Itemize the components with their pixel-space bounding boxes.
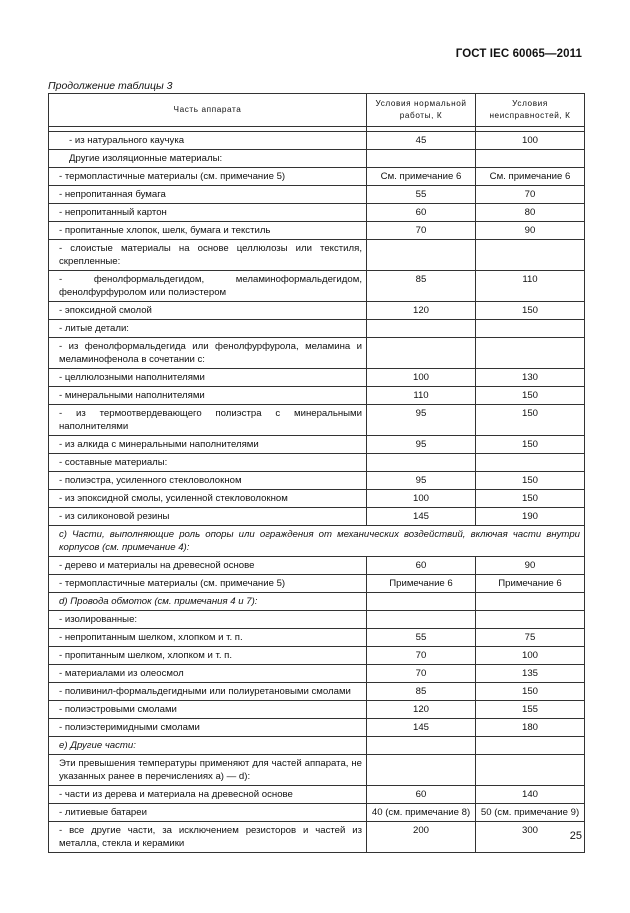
normal-value-cell: 200 xyxy=(367,822,476,853)
column-header-fault: Условия неисправностей, К xyxy=(476,94,585,127)
table-row xyxy=(49,222,585,240)
part-cell: d) Провода обмоток (см. примечания 4 и 7): xyxy=(49,593,367,611)
fault-value-cell: 150 xyxy=(476,472,585,490)
normal-value-cell xyxy=(367,240,476,271)
normal-value-cell: 70 xyxy=(367,222,476,240)
part-cell: - литиевые батареи xyxy=(49,804,367,822)
fault-value-cell xyxy=(476,338,585,369)
table-row xyxy=(49,683,585,701)
fault-value-cell xyxy=(476,454,585,472)
fault-value-cell: 90 xyxy=(476,557,585,575)
part-cell: - из силиконовой резины xyxy=(49,508,367,526)
table-row xyxy=(49,822,585,853)
normal-value-cell xyxy=(367,150,476,168)
part-cell: - целлюлозными наполнителями xyxy=(49,369,367,387)
part-cell: - из эпоксидной смолы, усиленной стекловолокном xyxy=(49,490,367,508)
normal-value-cell: 145 xyxy=(367,508,476,526)
table-continuation-caption: Продолжение таблицы 3 xyxy=(48,80,173,92)
part-cell: - слоистые материалы на основе целлюлозы или текстиля, скрепленные: xyxy=(49,240,367,271)
normal-value-cell: 70 xyxy=(367,647,476,665)
normal-value-cell: 40 (см. примечание 8) xyxy=(367,804,476,822)
normal-value-cell: 110 xyxy=(367,387,476,405)
part-cell: - дерево и материалы на древесной основе xyxy=(49,557,367,575)
part-cell: Другие изоляционные материалы: xyxy=(49,150,367,168)
part-cell: Эти превышения температуры применяют для частей аппарата, не указанных ранее в перечислениях a) — d): xyxy=(49,755,367,786)
fault-value-cell: 110 xyxy=(476,271,585,302)
table-row xyxy=(49,150,585,168)
fault-value-cell: 150 xyxy=(476,490,585,508)
part-cell: - литые детали: xyxy=(49,320,367,338)
table-row xyxy=(49,719,585,737)
normal-value-cell xyxy=(367,338,476,369)
table-row xyxy=(49,387,585,405)
part-cell: - непропитанная бумага xyxy=(49,186,367,204)
fault-value-cell: 135 xyxy=(476,665,585,683)
fault-value-cell xyxy=(476,240,585,271)
table-row xyxy=(49,302,585,320)
part-cell: - все другие части, за исключением резисторов и частей из металла, стекла и керамики xyxy=(49,822,367,853)
table-row xyxy=(49,168,585,186)
part-cell: - из алкида с минеральными наполнителями xyxy=(49,436,367,454)
normal-value-cell xyxy=(367,454,476,472)
part-cell: - непропитанным шелком, хлопком и т. п. xyxy=(49,629,367,647)
fault-value-cell: Примечание 6 xyxy=(476,575,585,593)
normal-value-cell: 45 xyxy=(367,132,476,150)
fault-value-cell: 90 xyxy=(476,222,585,240)
normal-value-cell: 95 xyxy=(367,472,476,490)
table-row xyxy=(49,436,585,454)
normal-value-cell xyxy=(367,320,476,338)
fault-value-cell: 190 xyxy=(476,508,585,526)
part-cell: - полиэстра, усиленного стекловолокном xyxy=(49,472,367,490)
part-cell: - пропитанные хлопок, шелк, бумага и текстиль xyxy=(49,222,367,240)
table-row xyxy=(49,557,585,575)
fault-value-cell: 100 xyxy=(476,132,585,150)
fault-value-cell: 150 xyxy=(476,387,585,405)
table-row xyxy=(49,629,585,647)
normal-value-cell: 85 xyxy=(367,683,476,701)
normal-value-cell xyxy=(367,755,476,786)
normal-value-cell: 60 xyxy=(367,557,476,575)
part-cell: - фенолформальдегидом, меламиноформальдегидом, фенолфурфуролом или полиэстером xyxy=(49,271,367,302)
normal-value-cell: 100 xyxy=(367,490,476,508)
normal-value-cell: 145 xyxy=(367,719,476,737)
table-row xyxy=(49,186,585,204)
part-cell: - из фенолформальдегида или фенолфурфурола, меламина и меламинофенола в сочетании с: xyxy=(49,338,367,369)
fault-value-cell: 150 xyxy=(476,683,585,701)
fault-value-cell: 70 xyxy=(476,186,585,204)
part-cell: - термопластичные материалы (см. примечание 5) xyxy=(49,168,367,186)
part-cell: - составные материалы: xyxy=(49,454,367,472)
table-row xyxy=(49,472,585,490)
normal-value-cell: См. примечание 6 xyxy=(367,168,476,186)
part-cell: - изолированные: xyxy=(49,611,367,629)
table-row xyxy=(49,647,585,665)
part-cell: - из натурального каучука xyxy=(49,132,367,150)
fault-value-cell: 150 xyxy=(476,436,585,454)
normal-value-cell xyxy=(367,611,476,629)
fault-value-cell xyxy=(476,755,585,786)
table-row xyxy=(49,526,585,557)
fault-value-cell: 150 xyxy=(476,405,585,436)
fault-value-cell xyxy=(476,593,585,611)
part-cell: - материалами из олеосмол xyxy=(49,665,367,683)
fault-value-cell: 150 xyxy=(476,302,585,320)
part-cell: - полиэстеримидными смолами xyxy=(49,719,367,737)
fault-value-cell: См. примечание 6 xyxy=(476,168,585,186)
normal-value-cell: 120 xyxy=(367,302,476,320)
fault-value-cell: 100 xyxy=(476,647,585,665)
page-number: 25 xyxy=(569,830,582,842)
fault-value-cell: 50 (см. примечание 9) xyxy=(476,804,585,822)
normal-value-cell: 55 xyxy=(367,186,476,204)
table-row xyxy=(49,701,585,719)
column-header-part: Часть аппарата xyxy=(49,94,367,127)
normal-value-cell: 120 xyxy=(367,701,476,719)
part-cell: - минеральными наполнителями xyxy=(49,387,367,405)
fault-value-cell xyxy=(476,150,585,168)
table-row xyxy=(49,369,585,387)
table-row xyxy=(49,132,585,150)
fault-value-cell: 155 xyxy=(476,701,585,719)
table-row xyxy=(49,405,585,436)
fault-value-cell: 80 xyxy=(476,204,585,222)
table-row xyxy=(49,490,585,508)
normal-value-cell: 100 xyxy=(367,369,476,387)
table-row xyxy=(49,804,585,822)
table-row xyxy=(49,593,585,611)
fault-value-cell: 180 xyxy=(476,719,585,737)
temperature-rise-table xyxy=(48,93,585,853)
part-cell: - полиэстровыми смолами xyxy=(49,701,367,719)
normal-value-cell: 60 xyxy=(367,786,476,804)
part-cell: - пропитанным шелком, хлопком и т. п. xyxy=(49,647,367,665)
table-row xyxy=(49,454,585,472)
normal-value-cell xyxy=(367,593,476,611)
normal-value-cell xyxy=(367,737,476,755)
normal-value-cell: 70 xyxy=(367,665,476,683)
part-cell: - термопластичные материалы (см. примечание 5) xyxy=(49,575,367,593)
column-header-normal: Условия нормальной работы, К xyxy=(367,94,476,127)
table-row xyxy=(49,786,585,804)
fault-value-cell: 75 xyxy=(476,629,585,647)
document-code: ГОСТ IEC 60065—2011 xyxy=(455,48,582,60)
fault-value-cell xyxy=(476,320,585,338)
fault-value-cell: 140 xyxy=(476,786,585,804)
fault-value-cell: 130 xyxy=(476,369,585,387)
normal-value-cell: 95 xyxy=(367,405,476,436)
section-heading-cell: c) Части, выполняющие роль опоры или ограждения от механических воздействий, включая части внутри корпусов (см. примечание 4): xyxy=(49,526,585,557)
part-cell: - из термоотвердевающего полиэстра с минеральными наполнителями xyxy=(49,405,367,436)
part-cell: - непропитанный картон xyxy=(49,204,367,222)
table-row xyxy=(49,320,585,338)
fault-value-cell: 300 xyxy=(476,822,585,853)
table-row xyxy=(49,508,585,526)
table-row xyxy=(49,611,585,629)
table-row xyxy=(49,737,585,755)
table-row xyxy=(49,271,585,302)
table-row xyxy=(49,665,585,683)
fault-value-cell xyxy=(476,611,585,629)
part-cell: e) Другие части: xyxy=(49,737,367,755)
normal-value-cell: 95 xyxy=(367,436,476,454)
fault-value-cell xyxy=(476,737,585,755)
table-row xyxy=(49,755,585,786)
normal-value-cell: 85 xyxy=(367,271,476,302)
table-row xyxy=(49,338,585,369)
table-row xyxy=(49,204,585,222)
part-cell: - эпоксидной смолой xyxy=(49,302,367,320)
part-cell: - части из дерева и материала на древесной основе xyxy=(49,786,367,804)
table-body xyxy=(49,127,585,853)
normal-value-cell: 60 xyxy=(367,204,476,222)
normal-value-cell: Примечание 6 xyxy=(367,575,476,593)
normal-value-cell: 55 xyxy=(367,629,476,647)
table-row xyxy=(49,240,585,271)
table-row xyxy=(49,575,585,593)
part-cell: - поливинил-формальдегидными или полиуретановыми смолами xyxy=(49,683,367,701)
